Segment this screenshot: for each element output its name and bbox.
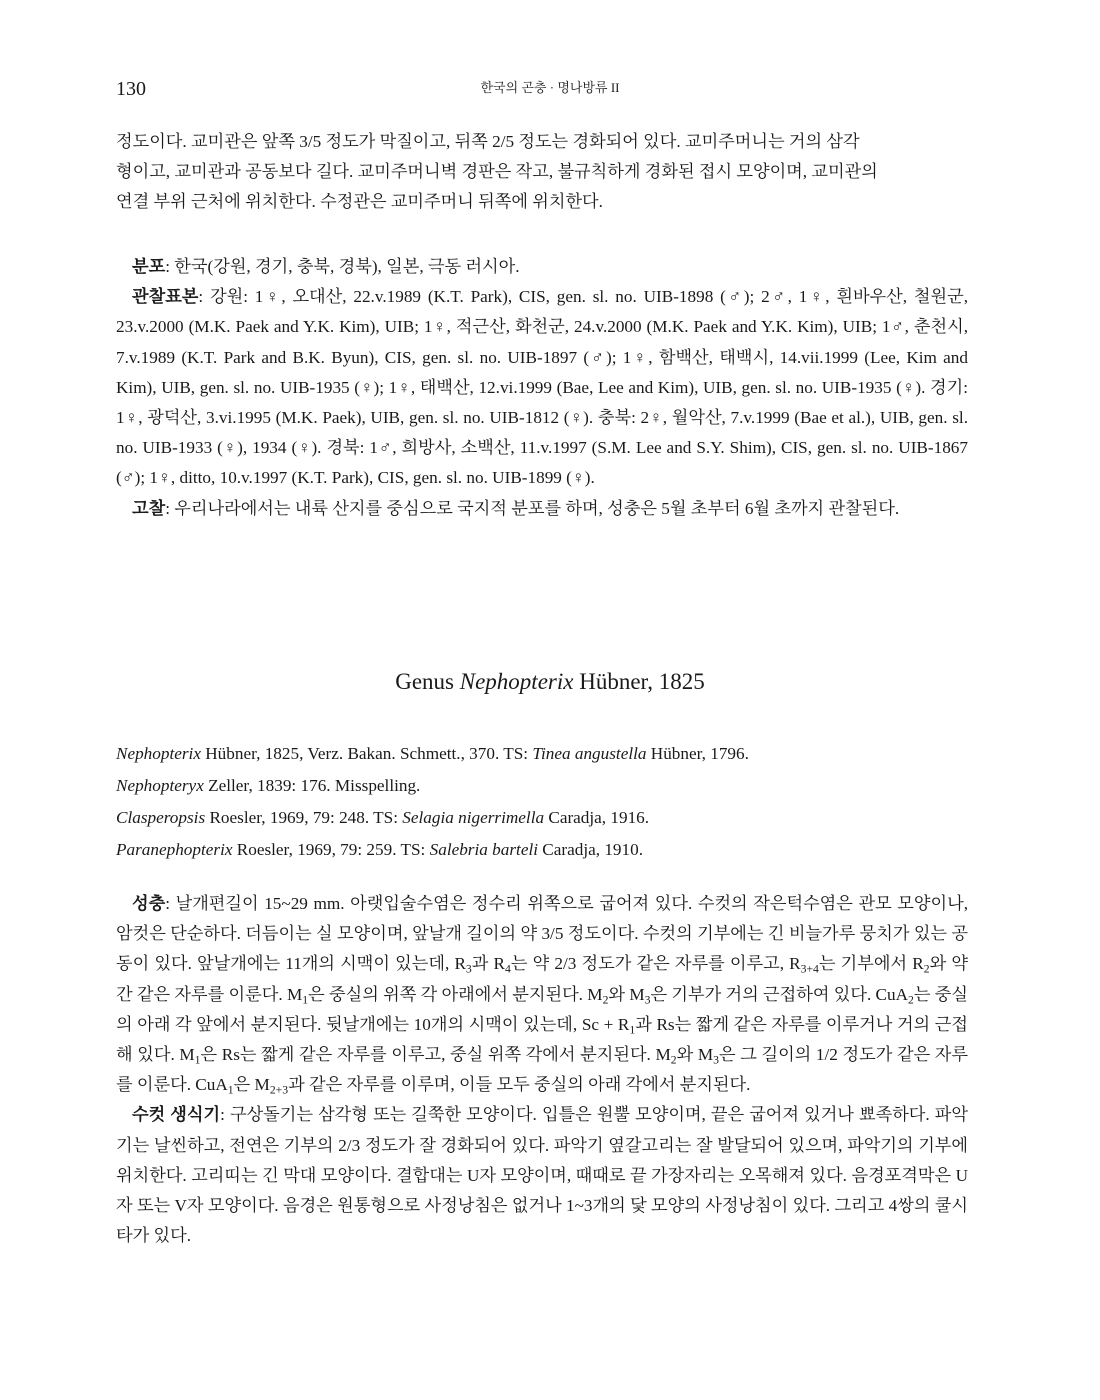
distribution-label: 분포 xyxy=(132,257,166,276)
distribution-paragraph xyxy=(116,252,968,282)
type-species-name: Salebria barteli xyxy=(429,840,538,859)
type-species-author: Hübner, 1796. xyxy=(646,744,749,763)
adult-text: 와 M xyxy=(676,1045,714,1065)
subscript: 3 xyxy=(465,962,472,976)
synonym-line xyxy=(116,834,968,866)
synonym-line xyxy=(116,738,968,770)
subscript: 3 xyxy=(713,1053,719,1067)
synonym-line xyxy=(116,802,968,834)
subscript: 1 xyxy=(194,1053,201,1067)
adult-text: : 날개편길이 15~29 mm. 아랫입술수염은 정수리 위쪽으로 굽어져 있다. 수컷의 작은턱수염은 관모 모양이나, 암컷은 단순하다. 더듬이는 실 모양이며, 앞날개 길이의 약 3/5 정도이다. 수컷의 기부에는 긴 비늘가루 뭉치가 있는 공동이 있다. 앞날개에는 11개의 시맥이 있는데, R xyxy=(116,894,968,974)
subscript: 1 xyxy=(629,1023,636,1037)
adult-text: 과 Rs는 짧게 같은 자루를 이루거나 거의 근접해 있다. M xyxy=(116,1014,968,1065)
intro-line-1: 정도이다. 교미관은 앞쪽 3/5 정도가 막질이고, 뒤쪽 2/5 정도는 경화되어 있다. 교미주머니는 거의 삼각 xyxy=(116,132,860,151)
subscript: 2 xyxy=(602,992,609,1006)
adult-text: 는 약 2/3 정도가 같은 자루를 이루고, R xyxy=(510,954,801,974)
subscript: 2 xyxy=(908,992,914,1006)
distribution-text: : 한국(강원, 경기, 충북, 경북), 일본, 극동 러시아. xyxy=(165,257,520,276)
type-species-name: Selagia nigerrimella xyxy=(402,808,545,827)
adult-text: 은 M xyxy=(233,1075,270,1095)
subscript: 2 xyxy=(670,1053,677,1067)
adult-text: 는 기부에서 R xyxy=(818,954,924,974)
synonym-citation: Roesler, 1969, 79: 259. TS: xyxy=(232,840,430,859)
adult-text: 은 중실의 위쪽 각 아래에서 분지된다. M xyxy=(308,984,603,1004)
remarks-paragraph xyxy=(116,494,968,524)
adult-paragraph xyxy=(116,889,968,1100)
synonym-name: Nephopteryx xyxy=(116,776,204,795)
specimens-text: : 강원: 1♀, 오대산, 22.v.1989 (K.T. Park), CIS, gen. sl. no. UIB-1898 (♂); 2♂, 1♀, 흰바우산, 철원군, 23.v.2000 (M.K. Paek and Y.K. Kim), UIB; 1♀, 적근산, 화천군, 24.v.2000 (M.K. Paek and Y.K. Kim), UIB; 1♂, 춘천시, 7.v.1989 (K.T. Park and B.K. Byun), CIS, gen. sl. no. UIB-1897 (♂); 1♀, 함백산, 태백시, 14.vii.1999 (Lee, Kim and Kim), UIB, gen. sl. no. UIB-1935 (♀); 1♀, 태백산, 12.vi.1999 (Bae, Lee and Kim), UIB, gen. sl. no. UIB-1935 (♀). 경기: 1♀, 광덕산, 3.vi.1995 (M.K. Paek), UIB, gen. sl. no. UIB-1812 (♀). 충북: 2♀, 월악산, 7.v.1999 (Bae et al.), UIB, gen. sl. no. UIB-1933 (♀), 1934 (♀). 경북: 1♂, 희방사, 소백산, 11.v.1997 (S.M. Lee and S.Y. Shim), CIS, gen. sl. no. UIB-1867 (♂); 1♀, ditto, 10.v.1997 (K.T. Park), CIS, gen. sl. no. UIB-1899 (♀). xyxy=(116,287,968,488)
subscript: 2+3 xyxy=(269,1083,289,1097)
adult-text: 는 중실의 아래 각 앞에서 분지된다. 뒷날개에는 10개의 시맥이 있는데, Sc + R xyxy=(116,984,968,1034)
remarks-label: 고찰 xyxy=(132,498,166,518)
adult-text: 은 그 길이의 1/2 정도가 같은 자루를 이룬다. CuA xyxy=(116,1045,969,1095)
adult-text: 과 R xyxy=(471,954,505,974)
genus-author: Hübner, 1825 xyxy=(573,669,705,694)
genus-name: Nephopterix xyxy=(459,669,574,694)
records-section xyxy=(116,252,968,524)
adult-text: 와 M xyxy=(608,984,645,1004)
genus-prefix: Genus xyxy=(395,669,460,694)
synonym-citation: Roesler, 1969, 79: 248. TS: xyxy=(205,808,403,827)
adult-text: 은 Rs는 짧게 같은 자루를 이루고, 중실 위쪽 각에서 분지된다. M xyxy=(200,1045,671,1065)
specimens-paragraph xyxy=(116,282,968,493)
subscript: 3+4 xyxy=(800,962,819,976)
subscript: 3 xyxy=(644,992,651,1006)
synonym-name: Nephopterix xyxy=(116,744,201,763)
subscript: 1 xyxy=(302,992,309,1006)
genus-heading xyxy=(0,666,1100,698)
synonym-line xyxy=(116,770,968,802)
type-species-name: Tinea angustella xyxy=(532,744,647,763)
subscript: 1 xyxy=(227,1083,234,1097)
remarks-text: : 우리나라에서는 내륙 산지를 중심으로 국지적 분포를 하며, 성충은 5월 초부터 6월 초까지 관찰된다. xyxy=(165,498,900,518)
male-genitalia-text: : 구상돌기는 삼각형 또는 길쭉한 모양이다. 입틀은 원뿔 모양이며, 끝은 굽어져 있거나 뾰족하다. 파악기는 날씬하고, 전연은 기부의 2/3 정도가 잘 경화되어 있다. 파악기 옆갈고리는 잘 발달되어 있으며, 파악기의 기부에 위치한다. 고리띠는 긴 막대 모양이다. 결합대는 U자 모양이며, 때때로 끝 가장자리는 오목해져 있다. 음경포격막은 U자 또는 V자 모양이다. 음경은 원통형으로 사정낭침은 없거나 1~3개의 닻 모양의 사정낭침이 있다. 그리고 4쌍의 쿨시타가 있다. xyxy=(116,1105,968,1246)
synonym-name: Paranephopterix xyxy=(116,840,233,859)
male-genitalia-paragraph xyxy=(116,1100,968,1251)
intro-paragraph xyxy=(116,127,968,218)
type-species-author: Caradja, 1916. xyxy=(544,808,650,827)
type-species-author: Caradja, 1910. xyxy=(538,840,644,859)
page-number: 130 xyxy=(116,78,146,100)
intro-line-2: 형이고, 교미관과 공동보다 길다. 교미주머니벽 경판은 작고, 불규칙하게 경화된 접시 모양이며, 교미관의 xyxy=(116,162,878,182)
subscript: 4 xyxy=(505,962,511,976)
adult-text: 은 기부가 거의 근접하여 있다. CuA xyxy=(650,984,909,1004)
running-header: 한국의 곤충 · 명나방류 II xyxy=(480,80,620,95)
specimens-label: 관찰표본 xyxy=(132,287,199,307)
adult-text: 와 약간 같은 자루를 이룬다. M xyxy=(116,954,968,1004)
male-genitalia-label: 수컷 생식기 xyxy=(132,1105,221,1125)
intro-line-3: 연결 부위 근처에 위치한다. 수정관은 교미주머니 뒤쪽에 위치한다. xyxy=(116,192,603,212)
description-section xyxy=(116,889,968,1251)
synonym-name: Clasperopsis xyxy=(116,808,206,827)
synonym-list xyxy=(116,738,968,866)
synonym-citation: Zeller, 1839: 176. Misspelling. xyxy=(203,776,421,795)
synonym-citation: Hübner, 1825, Verz. Bakan. Schmett., 370. TS: xyxy=(200,744,533,763)
subscript: 2 xyxy=(923,962,930,976)
adult-text: 과 같은 자루를 이루며, 이들 모두 중실의 아래 각에서 분지된다. xyxy=(288,1075,751,1095)
adult-label: 성충 xyxy=(132,894,166,913)
